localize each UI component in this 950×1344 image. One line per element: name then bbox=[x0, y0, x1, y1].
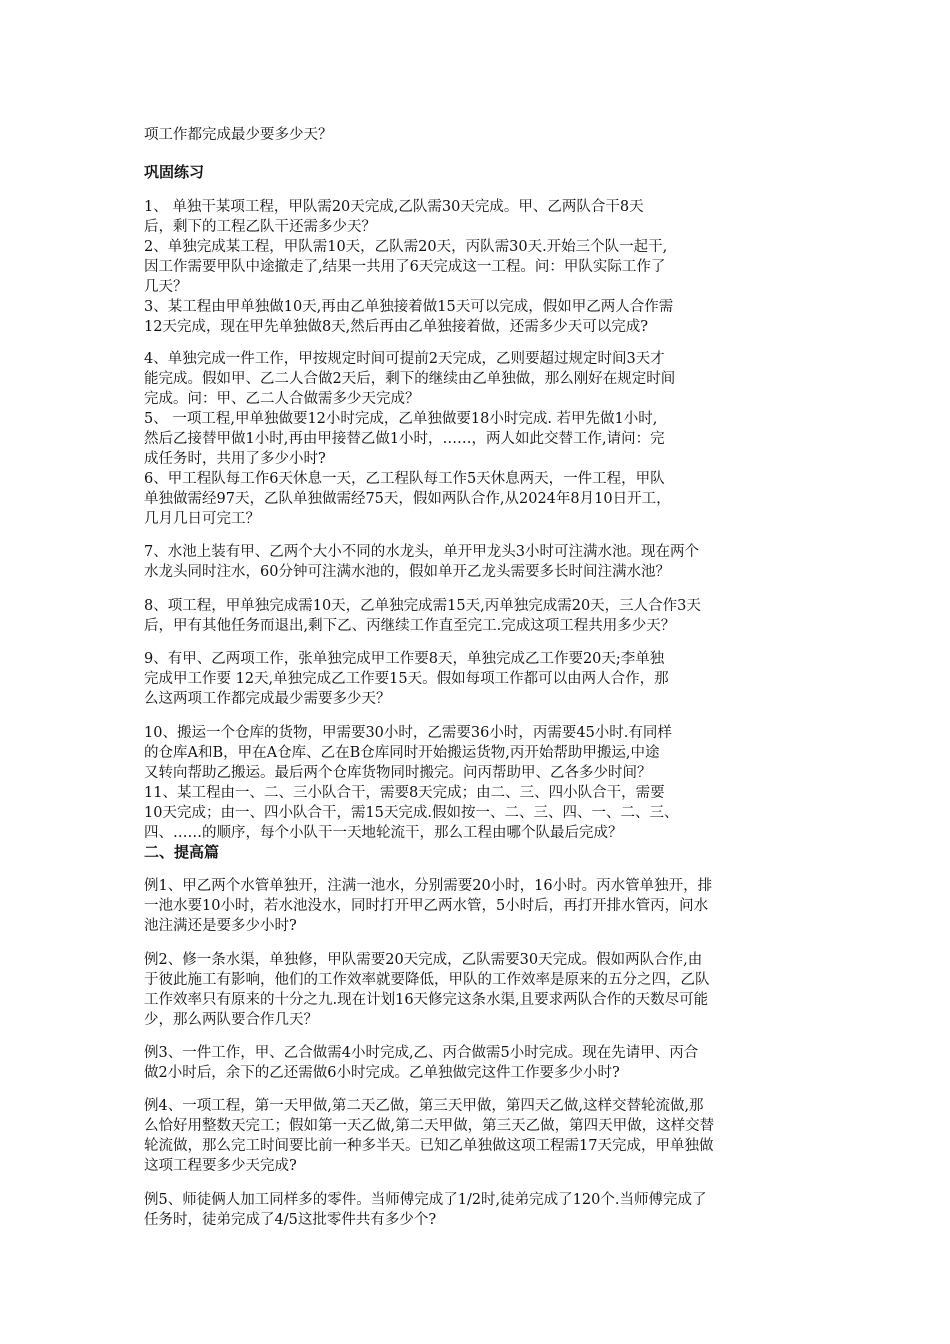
text-line: 例3、一件工作，甲、乙合做需4小时完成,乙、丙合做需5小时完成。现在先请甲、丙合 bbox=[144, 1045, 699, 1061]
text-line: 8、项工程，甲单独完成需10天，乙单独完成需15天,丙单独完成需20天，三人合作3天 bbox=[144, 598, 701, 614]
section-heading: 二、提高篇 bbox=[144, 843, 220, 861]
text-line: 轮流做，那么完工时间要比前一种多半天。已知乙单独做这项工程需17天完成，甲单独做 bbox=[144, 1138, 714, 1154]
text-line: 3、某工程由甲单独做10天,再由乙单独接着做15天可以完成，假如甲乙两人合作需 bbox=[144, 299, 674, 315]
text-line: 做2小时后，余下的乙还需做6小时完成。乙单独做完这件工作要多少小时? bbox=[144, 1065, 620, 1081]
text-line: 于彼此施工有影响，他们的工作效率就要降低，甲队的工作效率是原来的五分之四，乙队 bbox=[144, 972, 710, 988]
section-heading: 巩固练习 bbox=[144, 163, 205, 181]
text-line: 水龙头同时注水，60分钟可注满水池的，假如单开乙龙头需要多长时间注满水池？ bbox=[144, 564, 670, 580]
text-line: 例1、甲乙两个水管单独开，注满一池水，分别需要20小时，16小时。丙水管单独开，排 bbox=[144, 878, 713, 894]
text-line: 完成。问：甲、乙二人合做需多少天完成？ bbox=[144, 391, 420, 407]
text-line: 因工作需要甲队中途撤走了,结果一共用了6天完成这一工程。问：甲队实际工作了 bbox=[144, 259, 666, 275]
text-line: 一池水要10小时，若水池没水，同时打开甲乙两水管，5小时后，再打开排水管丙，问水 bbox=[144, 898, 709, 914]
text-line: 10、搬运一个仓库的货物，甲需要30小时，乙需要36小时，丙需要45小时.有同样 bbox=[144, 725, 672, 741]
text-line: 么恰好用整数天完工；假如第一天乙做,第二天甲做，第三天乙做，第四天甲做，这样交替 bbox=[144, 1118, 715, 1134]
text-line: 单独做需经97天，乙队单独做需经75天，假如两队合作,从2024年8月10日开工， bbox=[144, 491, 671, 507]
text-line: 能完成。假如甲、乙二人合做2天后，剩下的继续由乙单独做，那么刚好在规定时间 bbox=[144, 371, 676, 387]
text-line: 成任务时，共用了多少小时? bbox=[144, 451, 326, 467]
text-line: 2、单独完成某工程，甲队需10天，乙队需20天，丙队需30天.开始三个队一起干, bbox=[144, 239, 668, 255]
text-line: 然后乙接替甲做1小时,再由甲接替乙做1小时，……，两人如此交替工作,请问：完 bbox=[144, 431, 665, 447]
text-line: 么这两项工作都完成最少需要多少天？ bbox=[144, 691, 391, 707]
text-line: 任务时，徒弟完成了4/5这批零件共有多少个? bbox=[144, 1212, 437, 1228]
text-line: 例4、一项工程，第一天甲做,第二天乙做，第三天甲做，第四天乙做,这样交替轮流做,那 bbox=[144, 1098, 704, 1114]
text-line: 4、单独完成一件工作，甲按规定时间可提前2天完成，乙则要超过规定时间3天才 bbox=[144, 351, 665, 367]
text-line: 例2、修一条水渠，单独修，甲队需要20天完成，乙队需要30天完成。假如两队合作,由 bbox=[144, 952, 703, 968]
text-line: 6、甲工程队每工作6天休息一天，乙工程队每工作5天休息两天，一件工程，甲队 bbox=[144, 471, 665, 487]
text-line: 1、 单独干某项工程，甲队需20天完成,乙队需30天完成。甲、乙两队合干8天 bbox=[144, 199, 644, 215]
text-line: 5、 一项工程,甲单独做要12小时完成，乙单独做要18小时完成. 若甲先做1小时, bbox=[144, 411, 658, 427]
text-line: 后，甲有其他任务而退出,剩下乙、丙继续工作直至完工.完成这项工程共用多少天？ bbox=[144, 618, 676, 634]
text-line: 7、水池上装有甲、乙两个大小不同的水龙头，单开甲龙头3小时可注满水池。现在两个 bbox=[144, 544, 699, 560]
text-line: 10天完成；由一、四小队合干，需15天完成.假如按一、二、三、四、一、二、三、 bbox=[144, 805, 679, 821]
text-line: 后，剩下的工程乙队干还需多少天？ bbox=[144, 219, 376, 235]
text-line: 项工作都完成最少要多少天？ bbox=[144, 127, 333, 143]
text-line: 少，那么两队要合作几天？ bbox=[144, 1012, 318, 1028]
text-line: 几月几日可完工？ bbox=[144, 511, 260, 527]
text-line: 这项工程要多少天完成? bbox=[144, 1158, 297, 1174]
text-line: 9、有甲、乙两项工作，张单独完成甲工作要8天，单独完成乙工作要20天;李单独 bbox=[144, 651, 665, 667]
text-line: 例5、师徒俩人加工同样多的零件。当师傅完成了1/2时,徒弟完成了120个.当师傅完成了 bbox=[144, 1192, 707, 1208]
text-line: 12天完成，现在甲先单独做8天,然后再由乙单独接着做，还需多少天可以完成? bbox=[144, 319, 649, 335]
text-line: 的仓库A和B，甲在A仓库、乙在B仓库同时开始搬运货物,丙开始帮助甲搬运,中途 bbox=[144, 745, 660, 761]
text-line: 又转向帮助乙搬运。最后两个仓库货物同时搬完。问丙帮助甲、乙各多少时间？ bbox=[144, 765, 652, 781]
text-line: 11、某工程由一、二、三小队合干，需要8天完成；由二、三、四小队合干，需要 bbox=[144, 785, 665, 801]
text-line: 四、……的顺序，每个小队干一天地轮流干，那么工程由哪个队最后完成？ bbox=[144, 825, 623, 841]
text-line: 完成甲工作要 12天,单独完成乙工作要15天。假如每项工作都可以由两人合作，那 bbox=[144, 671, 669, 687]
text-line: 池注满还是要多少小时? bbox=[144, 918, 297, 934]
text-line: 几天？ bbox=[144, 279, 188, 295]
text-line: 工作效率只有原来的十分之九.现在计划16天修完这条水渠,且要求两队合作的天数尽可能 bbox=[144, 992, 709, 1008]
